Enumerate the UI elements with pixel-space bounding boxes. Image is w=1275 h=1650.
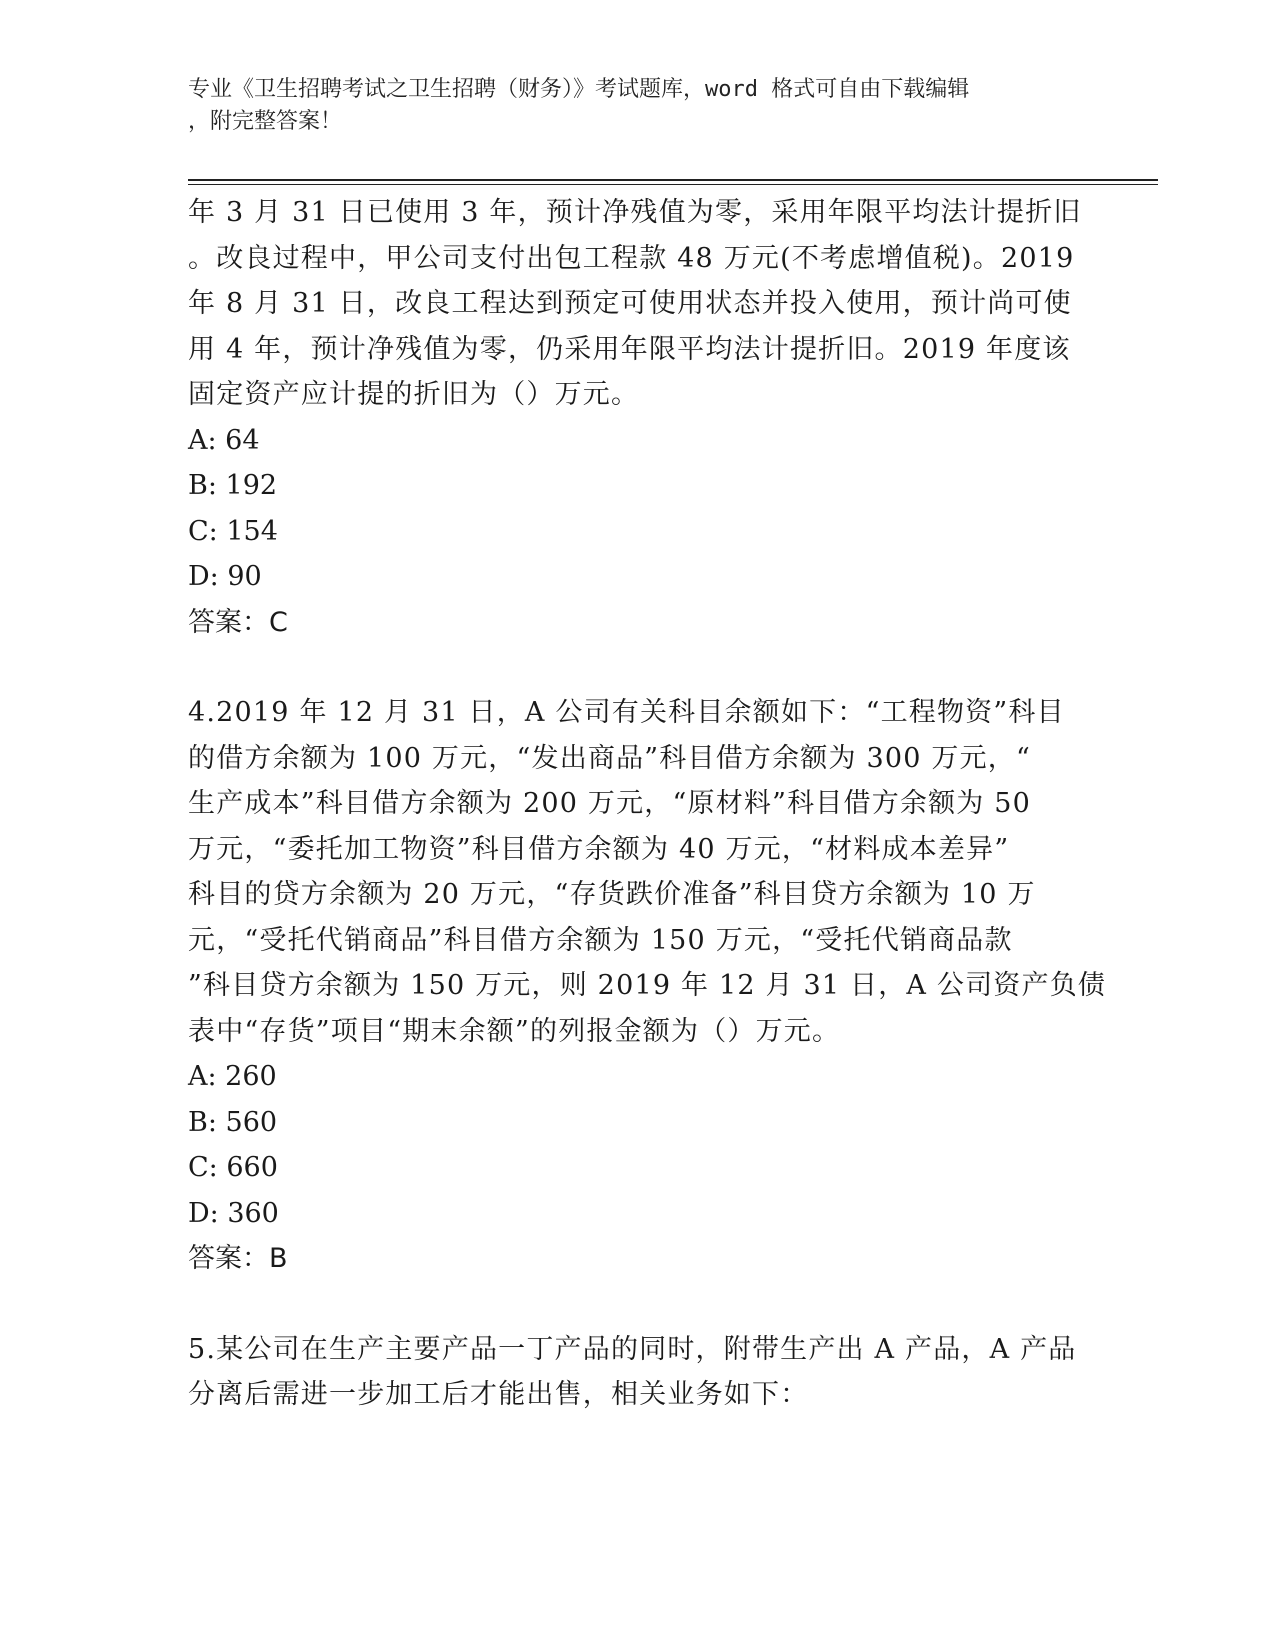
header-line-2: ，附完整答案！ — [188, 109, 343, 134]
spacer — [188, 645, 1088, 690]
text-line: 分离后需进一步加工后才能出售，相关业务如下： — [188, 1379, 809, 1410]
question-4-option-b: B: 560 — [188, 1106, 278, 1138]
text-line: 的借方余额为 100 万元，“发出商品”科目借方余额为 300 万元，“ — [188, 742, 1032, 774]
text-line: 用 4 年，预计净残值为零，仍采用年限平均法计提折旧。2019 年度该 — [188, 333, 1071, 365]
question-3-option-b: B: 192 — [188, 470, 278, 501]
header-divider-thick — [188, 179, 1158, 181]
question-5-text — [188, 1327, 1088, 1418]
question-4-option-a: A: 260 — [188, 1061, 277, 1092]
question-3-option-d: D: 90 — [188, 561, 262, 592]
question-4-answer: 答案：B — [188, 1243, 288, 1274]
spacer — [188, 1282, 1088, 1327]
text-line: 。改良过程中，甲公司支付出包工程款 48 万元(不考虑增值税)。2019 — [188, 242, 1075, 274]
question-3-option-c: C: 154 — [188, 515, 278, 547]
text-line: 年 3 月 31 日已使用 3 年，预计净残值为零，采用年限平均法计提折旧 — [188, 197, 1082, 228]
question-3-option-a: A: 64 — [188, 424, 260, 456]
question-4-option-d: D: 360 — [188, 1197, 279, 1229]
text-line: 科目的贷方余额为 20 万元，“存货跌价准备”科目贷方余额为 10 万 — [188, 879, 1036, 910]
text-line: 固定资产应计提的折旧为（）万元。 — [188, 379, 640, 410]
text-line: 5.某公司在生产主要产品一丁产品的同时，附带生产出 A 产品，A 产品 — [188, 1333, 1077, 1365]
text-line: 元，“受托代销商品”科目借方余额为 150 万元，“受托代销商品款 — [188, 924, 1013, 956]
text-line: 生产成本”科目借方余额为 200 万元，“原材料”科目借方余额为 50 — [188, 788, 1032, 819]
text-line: 年 8 月 31 日，改良工程达到预定可使用状态并投入使用，预计尚可使 — [188, 288, 1072, 319]
text-line: 4.2019 年 12 月 31 日，A 公司有关科目余额如下：“工程物资”科目 — [188, 697, 1065, 728]
text-line: ”科目贷方余额为 150 万元，则 2019 年 12 月 31 日，A 公司资产负债 — [188, 970, 1107, 1001]
question-4-text — [188, 690, 1107, 1054]
question-4-option-c: C: 660 — [188, 1152, 278, 1183]
question-3-text — [188, 190, 1088, 418]
text-line: 表中“存货”项目“期末余额”的列报金额为（）万元。 — [188, 1015, 841, 1047]
question-3-answer: 答案：C — [188, 606, 288, 638]
document-body — [188, 190, 1107, 1418]
header-line-1: 专业《卫生招聘考试之卫生招聘（财务）》考试题库，word 格式可自由下载编辑 — [188, 77, 970, 102]
header-divider-thin — [188, 184, 1158, 185]
document-header — [188, 74, 1068, 138]
text-line: 万元，“委托加工物资”科目借方余额为 40 万元，“材料成本差异” — [188, 833, 1010, 865]
